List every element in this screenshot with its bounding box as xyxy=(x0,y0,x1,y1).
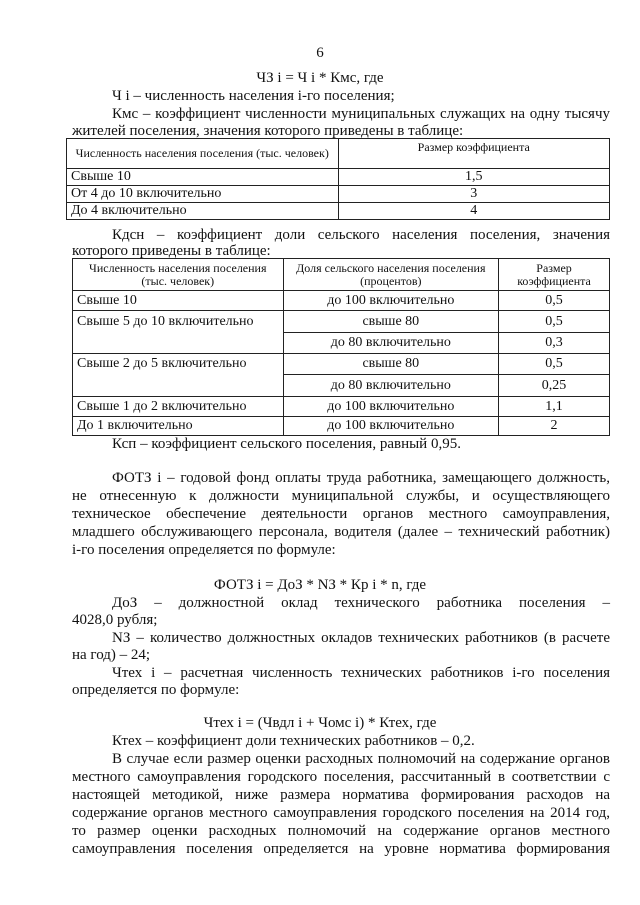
definition-kteh: Ктех – коэффициент доли технических работников – 0,2. xyxy=(112,733,475,749)
final-paragraph-line: содержание органов местного самоуправления городского поселения на 2014 год, xyxy=(72,805,610,821)
table1-header-coefficient: Размер коэффициента xyxy=(338,139,610,169)
final-paragraph-line: настоящей методикой, ниже размера норматива формирования расходов на xyxy=(72,787,610,803)
definition-doz-line2: 4028,0 рубля; xyxy=(72,612,158,628)
table1-cell-population: Свыше 10 xyxy=(67,169,339,186)
formula-chz: ЧЗ i = Ч i * Кмс, где xyxy=(256,70,384,86)
table1-cell-coefficient: 3 xyxy=(338,186,610,203)
table1-header-population: Численность населения поселения (тыс. человек) xyxy=(67,139,339,169)
definition-kdsn-line1: Кдсн – коэффициент доли сельского населения поселения, значения xyxy=(112,227,610,243)
table2-header-coefficient: Размер коэффициента xyxy=(499,259,610,291)
definition-nz-line1: NЗ – количество должностных окладов технических работников (в расчете xyxy=(112,630,610,646)
table2-cell-population: Свыше 10 xyxy=(73,291,284,311)
fotz-paragraph-line: не отнесенную к должности муниципальной службы, и осуществляющего xyxy=(72,488,610,504)
table2-cell-share: свыше 80 xyxy=(283,311,499,333)
table2-cell-coefficient: 0,5 xyxy=(499,354,610,375)
fotz-paragraph-line: техническое обеспечение деятельности органов местного самоуправления, xyxy=(72,506,610,522)
definition-chteh-line1: Чтех i – расчетная численность технических работников i-го поселения xyxy=(112,665,610,681)
table2-cell-share: до 80 включительно xyxy=(283,375,499,397)
table2-cell-coefficient: 1,1 xyxy=(499,397,610,417)
definition-ksp: Ксп – коэффициент сельского поселения, равный 0,95. xyxy=(112,436,461,452)
final-paragraph-line: В случае если размер оценки расходных полномочий на содержание органов xyxy=(112,751,610,767)
table2-cell-share: до 100 включительно xyxy=(283,397,499,417)
table2-cell-coefficient: 2 xyxy=(499,417,610,436)
definition-doz-line1: ДоЗ – должностной оклад технического работника поселения – xyxy=(112,595,610,611)
final-paragraph-line: самоуправления поселения определяется на уровне норматива формирования xyxy=(72,841,610,857)
table2-cell-share: свыше 80 xyxy=(283,354,499,375)
table2-cell-share: до 100 включительно xyxy=(283,417,499,436)
table2-cell-population: Свыше 5 до 10 включительно xyxy=(73,311,284,354)
coefficient-table-kms xyxy=(66,138,610,220)
final-paragraph-line: местного самоуправления городского поселения, рассчитанный в соответствии с xyxy=(72,769,610,785)
formula-chteh: Чтех i = (Чвдл i + Чомс i) * Ктех, где xyxy=(203,715,437,731)
table2-header-population: Численность населения поселения (тыс. человек) xyxy=(73,259,284,291)
table1-cell-population: От 4 до 10 включительно xyxy=(67,186,339,203)
table2-cell-coefficient: 0,5 xyxy=(499,291,610,311)
definition-kms-line2: жителей поселения, значения которого приведены в таблице: xyxy=(72,123,464,139)
fotz-paragraph-line: младшего обслуживающего персонала, водителя (далее – технический работник) xyxy=(72,524,610,540)
table2-cell-population: Свыше 1 до 2 включительно xyxy=(73,397,284,417)
table2-cell-share: до 100 включительно xyxy=(283,291,499,311)
table2-cell-coefficient: 0,5 xyxy=(499,311,610,333)
table2-cell-coefficient: 0,25 xyxy=(499,375,610,397)
definition-kdsn-line2: которого приведены в таблице: xyxy=(72,243,271,259)
fotz-paragraph-line: ФОТЗ i – годовой фонд оплаты труда работника, замещающего должность, xyxy=(112,470,610,486)
coefficient-table-kdsn xyxy=(72,258,610,436)
formula-fotz: ФОТЗ i = ДоЗ * NЗ * Кр i * n, где xyxy=(213,577,427,593)
definition-kms-line1: Кмс – коэффициент численности муниципальных служащих на одну тысячу xyxy=(112,106,610,122)
final-paragraph-line: то размер оценки расходных полномочий на содержание органов местного xyxy=(72,823,610,839)
table2-cell-population: До 1 включительно xyxy=(73,417,284,436)
table1-cell-population: До 4 включительно xyxy=(67,203,339,220)
table2-cell-coefficient: 0,3 xyxy=(499,333,610,354)
definition-nz-line2: на год) – 24; xyxy=(72,647,151,663)
page-number: 6 xyxy=(316,45,324,61)
fotz-paragraph-line: i-го поселения определяется по формуле: xyxy=(72,542,336,558)
table1-cell-coefficient: 1,5 xyxy=(338,169,610,186)
table2-cell-population: Свыше 2 до 5 включительно xyxy=(73,354,284,397)
definition-ch: Ч i – численность населения i-го поселения; xyxy=(112,88,395,104)
table1-cell-coefficient: 4 xyxy=(338,203,610,220)
table2-cell-share: до 80 включительно xyxy=(283,333,499,354)
definition-chteh-line2: определяется по формуле: xyxy=(72,682,240,698)
table2-header-share: Доля сельского населения поселения (процентов) xyxy=(283,259,499,291)
